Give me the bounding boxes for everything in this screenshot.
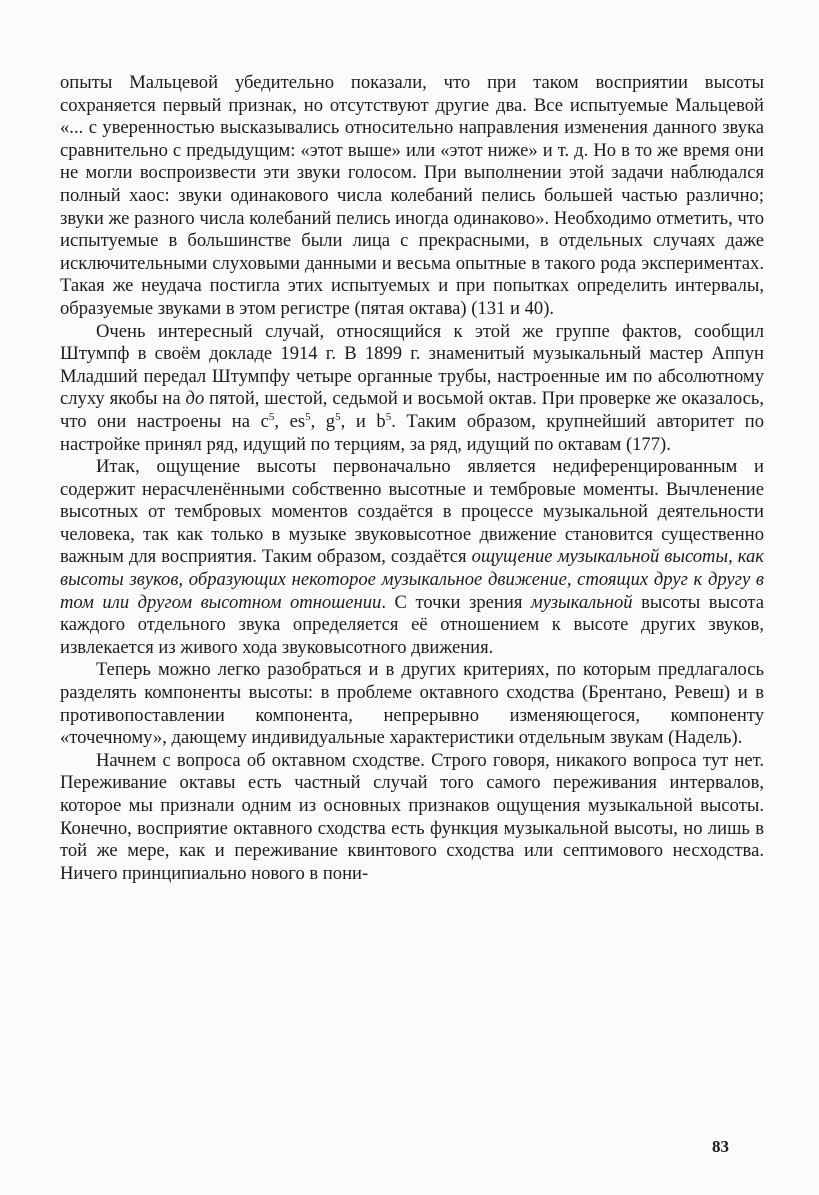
note-name: , g bbox=[310, 410, 336, 432]
paragraph-3 bbox=[60, 456, 764, 659]
paragraph-2-text-a: Очень интересный случай, относящийся к этой же группе фактов, сообщил Штумпф в своём докладе 1914 г. В 1899 г. знаменитый музыкальный мастер Аппун Младший передал Штумпфу четыре органные трубы, настроенные им по абсолютному слуху якобы на bbox=[60, 320, 764, 410]
paragraph-3-italic-word: музыкальной bbox=[530, 591, 633, 613]
paragraph-2-text-b: пятой, шестой, седьмой и восьмой октав. При проверке же оказалось, что они настроены на c bbox=[60, 388, 764, 432]
note-superscript: 5 bbox=[305, 410, 311, 423]
page-number: 83 bbox=[712, 1137, 729, 1156]
paragraph-4: Теперь можно легко разобраться и в других критериях, по которым предлагалось разделять компоненты высоты: в проблеме октавного сходства (Брентано, Ревеш) и в противопоставлении компонента, непрерывно изменяющегося, компоненту «точечному», дающему индивидуальные характеристики отдельным звукам (Надель). bbox=[60, 659, 764, 749]
paragraph-3-text-a: Итак, ощущение высоты первоначально является недиференцированным и содержит нерасчленёнными собственно высотные и тембровые моменты. Вычленение высотных от тембровых моментов создаётся в процессе музыкальной деятельности человека, так как только в музыке звуковысотное движение становится существенно важным для восприятия. Таким образом, создаётся bbox=[60, 456, 764, 568]
note-superscript: 5 bbox=[335, 410, 341, 423]
note-name: , и b bbox=[340, 410, 386, 432]
paragraph-3-text-b: . С точки зрения bbox=[381, 591, 531, 613]
paragraph-2 bbox=[60, 321, 764, 457]
paragraph-1: опыты Мальцевой убедительно показали, что при таком восприятии высоты сохраняется первый признак, но отсутствуют другие два. Все испытуемые Мальцевой «... с уверенностью высказывались относительно направления изменения данного звука сравнительно с предыдущим: «этот выше» или «этот ниже» и т. д. Но в то же время они не могли воспроизвести эти звуки голосом. При выполнении этой задачи наблюдался полный хаос: звуки одинакового числа колебаний пелись большей частью различно; звуки же разного числа колебаний пелись иногда одинаково». Необходимо отметить, что испытуемые в большинстве были лица с прекрасными, в отдельных случаях даже исключительными слуховыми данными и весьма опытные в такого рода экспериментах. Такая же неудача постигла этих испытуемых и при попытках определить интервалы, образуемые звуками в этом регистре (пятая октава) (131 и 40). bbox=[60, 72, 764, 319]
paragraph-2-text-c: . Таким образом, крупнейший авторитет по настройке принял ряд, идущий по терциям, за ряд, идущий по октавам (177). bbox=[60, 410, 765, 455]
note-name: , es bbox=[274, 410, 306, 432]
paragraph-3-italic-definition: ощущение музыкальной высоты, как высоты звуков, образующих некоторое музыкальное движение, стоящих друг к другу в том или другом высотном отношении bbox=[60, 546, 764, 613]
book-page bbox=[60, 72, 764, 885]
paragraph-2-italic: до bbox=[185, 388, 205, 410]
note-superscript: 5 bbox=[385, 410, 392, 423]
note-superscript: 5 bbox=[268, 410, 275, 423]
paragraph-3-text-c: высоты высота каждого отдельного звука определяется её отношением к высоте других звуков, извлекается из живого хода звуковысотного движения. bbox=[60, 591, 764, 658]
paragraph-5: Начнем с вопроса об октавном сходстве. Строго говоря, никакого вопроса тут нет. Переживание октавы есть частный случай того самого переживания интервалов, которое мы признали одним из основных признаков ощущения музыкальной высоты. Конечно, восприятие октавного сходства есть функция музыкальной высоты, но лишь в той же мере, как и переживание квинтового сходства или септимового несходства. Ничего принципиально нового в пони- bbox=[60, 749, 764, 884]
